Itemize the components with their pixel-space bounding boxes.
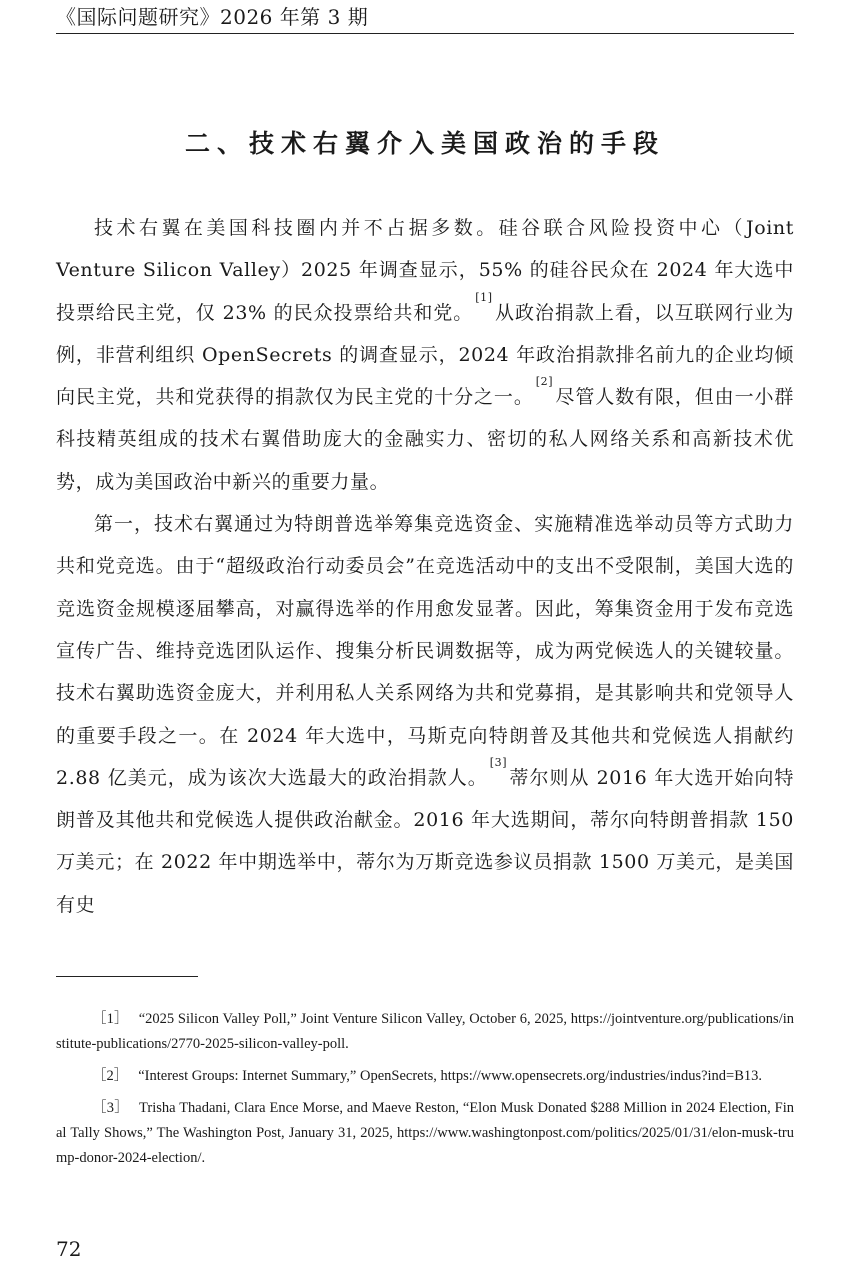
running-header: 《国际问题研究》2026 年第 3 期: [56, 5, 369, 29]
header-rule: [56, 33, 794, 34]
paragraph-1-part-c: 尽管人数有限，但由一小群科技精英组成的技术右翼借助庞大的金融实力、密切的私人网络关系和高新技术优势，成为美国政治中新兴的重要力量。: [56, 386, 794, 493]
footnote-2-mark: ［2］: [92, 1068, 129, 1084]
footnote-1-text: “2025 Silicon Valley Poll,” Joint Venture Silicon Valley, October 6, 2025, https://jointventure.org/publications/institute-publications/2770-2025-silicon-valley-poll.: [56, 1011, 794, 1052]
citation-3-link[interactable]: [3]: [489, 755, 508, 769]
footnote-rule: [56, 976, 198, 977]
body-text: [56, 207, 794, 926]
citation-2-link[interactable]: [2]: [535, 375, 554, 389]
paragraph-1-part-a: 技术右翼在美国科技圈内并不占据多数。硅谷联合风险投资中心（Joint Venture Silicon Valley）2025 年调查显示，55% 的硅谷民众在 2024 年大选中投票给民主党，仅 23% 的民众投票给共和党。: [56, 217, 794, 324]
footnote-3: [56, 1096, 794, 1171]
footnote-2-text: “Interest Groups: Internet Summary,” OpenSecrets, https://www.opensecrets.org/industries/indus?ind=B13.: [138, 1068, 763, 1084]
paragraph-1-part-b: 从政治捐款上看，以互联网行业为例，非营利组织 OpenSecrets 的调查显示，2024 年政治捐款排名前九的企业均倾向民主党，共和党获得的捐款仅为民主党的十分之一。: [56, 301, 794, 409]
paragraph-2-part-a: 第一，技术右翼通过为特朗普选举筹集竞选资金、实施精准选举动员等方式助力共和党竞选。由于“超级政治行动委员会”在竞选活动中的支出不受限制，美国大选的竞选资金规模逐届攀高，对赢得选举的作用愈发显著。因此，筹集资金用于发布竞选宣传广告、维持竞选团队运作、搜集分析民调数据等，成为两党候选人的关键较量。技术右翼助选资金庞大，并利用私人关系网络为共和党募捐，是其影响共和党领导人的重要手段之一。在 2024 年大选中，马斯克向特朗普及其他共和党候选人捐献约 2.88 亿美元，成为该次大选最大的政治捐款人。: [56, 513, 794, 789]
footnote-3-mark: ［3］: [92, 1100, 130, 1116]
footnote-1-mark: ［1］: [92, 1011, 129, 1027]
footnote-1: [56, 1007, 794, 1057]
footnotes: [56, 1007, 794, 1178]
paragraph-1: [56, 207, 794, 503]
paragraph-2-part-b: 蒂尔则从 2016 年大选开始向特朗普及其他共和党候选人提供政治献金。2016 年大选期间，蒂尔向特朗普捐款 150 万美元；在 2022 年中期选举中，蒂尔为万斯竞选参议员捐款 1500 万美元，是美国有史: [56, 766, 794, 916]
citation-1-link[interactable]: [1]: [475, 290, 493, 304]
paragraph-2: [56, 503, 794, 926]
page-number: 72: [56, 1237, 82, 1261]
footnote-3-text: Trisha Thadani, Clara Ence Morse, and Maeve Reston, “Elon Musk Donated $288 Million in 2024 Election, Final Tally Shows,” The Washington Post, January 31, 2025, https://www.washingtonpost.com/politics/2025/01/31/elon-musk-trump-donor-2024-election/.: [56, 1100, 795, 1166]
footnote-2: [56, 1064, 794, 1089]
section-title: 二、技术右翼介入美国政治的手段: [184, 129, 665, 158]
